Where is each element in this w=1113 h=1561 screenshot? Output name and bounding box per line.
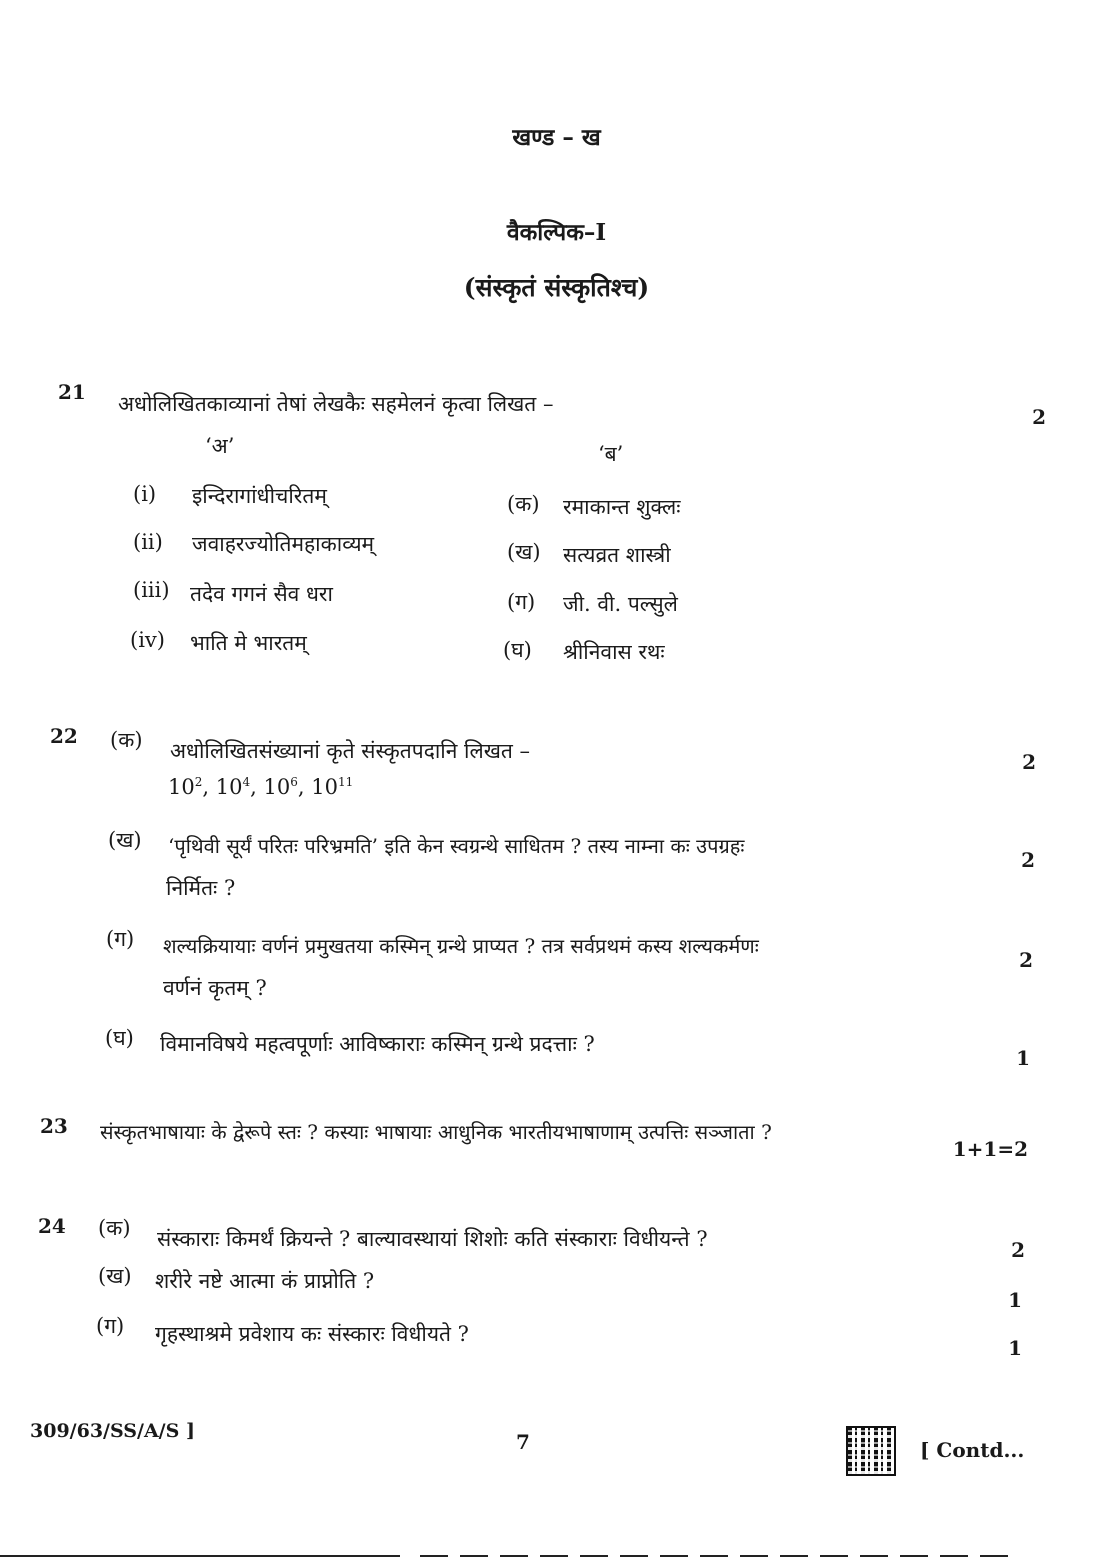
- option-heading: वैकल्पिक–I: [506, 219, 607, 246]
- question-number: 22: [50, 724, 78, 748]
- part-text: शल्यक्रियायाः वर्णनं प्रमुखतया कस्मिन् ग्रन्थे प्राप्यत ? तत्र सर्वप्रथमं कस्य शल्यकर्मणः: [163, 934, 759, 958]
- number-exponent: 6: [290, 775, 298, 789]
- option-letter: (ख): [507, 540, 541, 564]
- number-exponent: 11: [337, 775, 354, 789]
- work-title: इन्दिरागांधीचरितम्: [192, 484, 327, 508]
- part-marks: 1: [1008, 1288, 1022, 1312]
- bottom-dashed-rule: [420, 1555, 1020, 1557]
- number-list: $10^2$, $10^4$, $10^6$, $10^{11}$: [168, 775, 354, 799]
- work-title: जवाहरज्योतिमहाकाव्यम्: [192, 532, 375, 556]
- part-label: (घ): [105, 1026, 134, 1050]
- option-letter: (क): [507, 492, 540, 516]
- question-text: संस्कृतभाषायाः के द्वेरूपे स्तः ? कस्याः भाषायाः आधुनिक भारतीयभाषाणाम् उत्पत्तिः सञ्जाता ?: [100, 1120, 772, 1144]
- question-marks: 1+1=2: [952, 1137, 1028, 1161]
- section-heading: खण्ड – ख: [512, 124, 601, 151]
- question-text: अधोलिखितकाव्यानां तेषां लेखकैः सहमेलनं कृत्वा लिखत –: [118, 392, 554, 416]
- part-marks: 2: [1019, 948, 1033, 972]
- part-marks: 2: [1011, 1238, 1025, 1262]
- page-number: 7: [516, 1430, 530, 1454]
- work-title: तदेव गगनं सैव धरा: [190, 582, 333, 606]
- row-number: (iii): [133, 578, 170, 602]
- subtitle-heading: (संस्कृतं संस्कृतिश्च): [463, 273, 650, 302]
- number-base: 10: [263, 775, 291, 799]
- number-exponent: 4: [242, 775, 251, 789]
- part-text: विमानविषये महत्वपूर्णाः आविष्काराः कस्मिन् ग्रन्थे प्रदत्ताः ?: [160, 1032, 595, 1056]
- number-exponent: 2: [194, 775, 203, 789]
- question-number: 24: [38, 1214, 66, 1238]
- part-label: (क): [98, 1216, 131, 1240]
- author-name: रमाकान्त शुक्लः: [563, 495, 681, 519]
- column-b-label: ‘ब’: [598, 442, 624, 466]
- number-base: 10: [311, 775, 338, 799]
- question-marks: 2: [1032, 405, 1046, 429]
- part-label: (क): [110, 728, 143, 752]
- part-label: (ख): [108, 828, 142, 852]
- part-label: (ग): [106, 927, 135, 951]
- part-text: गृहस्थाश्रमे प्रवेशाय कः संस्कारः विधीयते ?: [155, 1322, 469, 1346]
- bottom-rule: [0, 1555, 400, 1557]
- part-marks: 2: [1021, 848, 1035, 872]
- column-a-label: ‘अ’: [205, 434, 235, 458]
- number-base: 10: [168, 775, 195, 799]
- part-text: ‘पृथिवी सूर्यं परितः परिभ्रमति’ इति केन स्वग्रन्थे साधितम ? तस्य नाम्ना कः उपग्रहः: [168, 834, 745, 858]
- question-number: 23: [40, 1114, 68, 1138]
- option-letter: (घ): [503, 638, 532, 662]
- row-number: (ii): [133, 530, 163, 554]
- row-number: (i): [133, 482, 157, 506]
- part-label: (ख): [98, 1264, 132, 1288]
- continued-marker: [ Contd...: [920, 1438, 1025, 1462]
- part-marks: 1: [1016, 1046, 1030, 1070]
- number-base: 10: [215, 775, 243, 799]
- option-letter: (ग): [507, 590, 536, 614]
- part-text: अधोलिखितसंख्यानां कृते संस्कृतपदानि लिखत –: [170, 739, 531, 763]
- part-label: (ग): [96, 1314, 125, 1338]
- row-number: (iv): [130, 628, 165, 652]
- part-text: संस्काराः किमर्थं क्रियन्ते ? बाल्यावस्थायां शिशोः कति संस्काराः विधीयन्ते ?: [157, 1227, 708, 1251]
- part-text-continued: वर्णनं कृतम् ?: [163, 976, 267, 1000]
- author-name: श्रीनिवास रथः: [563, 640, 665, 664]
- part-text: शरीरे नष्टे आत्मा कं प्राप्नोति ?: [155, 1269, 375, 1293]
- part-marks: 2: [1022, 750, 1036, 774]
- question-number: 21: [58, 380, 86, 404]
- author-name: जी. वी. पल्सुले: [563, 592, 678, 616]
- part-text-continued: निर्मितः ?: [166, 876, 236, 900]
- author-name: सत्यव्रत शास्त्री: [563, 543, 671, 567]
- part-marks: 1: [1008, 1336, 1022, 1360]
- paper-code: 309/63/SS/A/S ]: [30, 1420, 195, 1442]
- qr-code-icon: [848, 1428, 894, 1474]
- work-title: भाति मे भारतम्: [190, 631, 307, 655]
